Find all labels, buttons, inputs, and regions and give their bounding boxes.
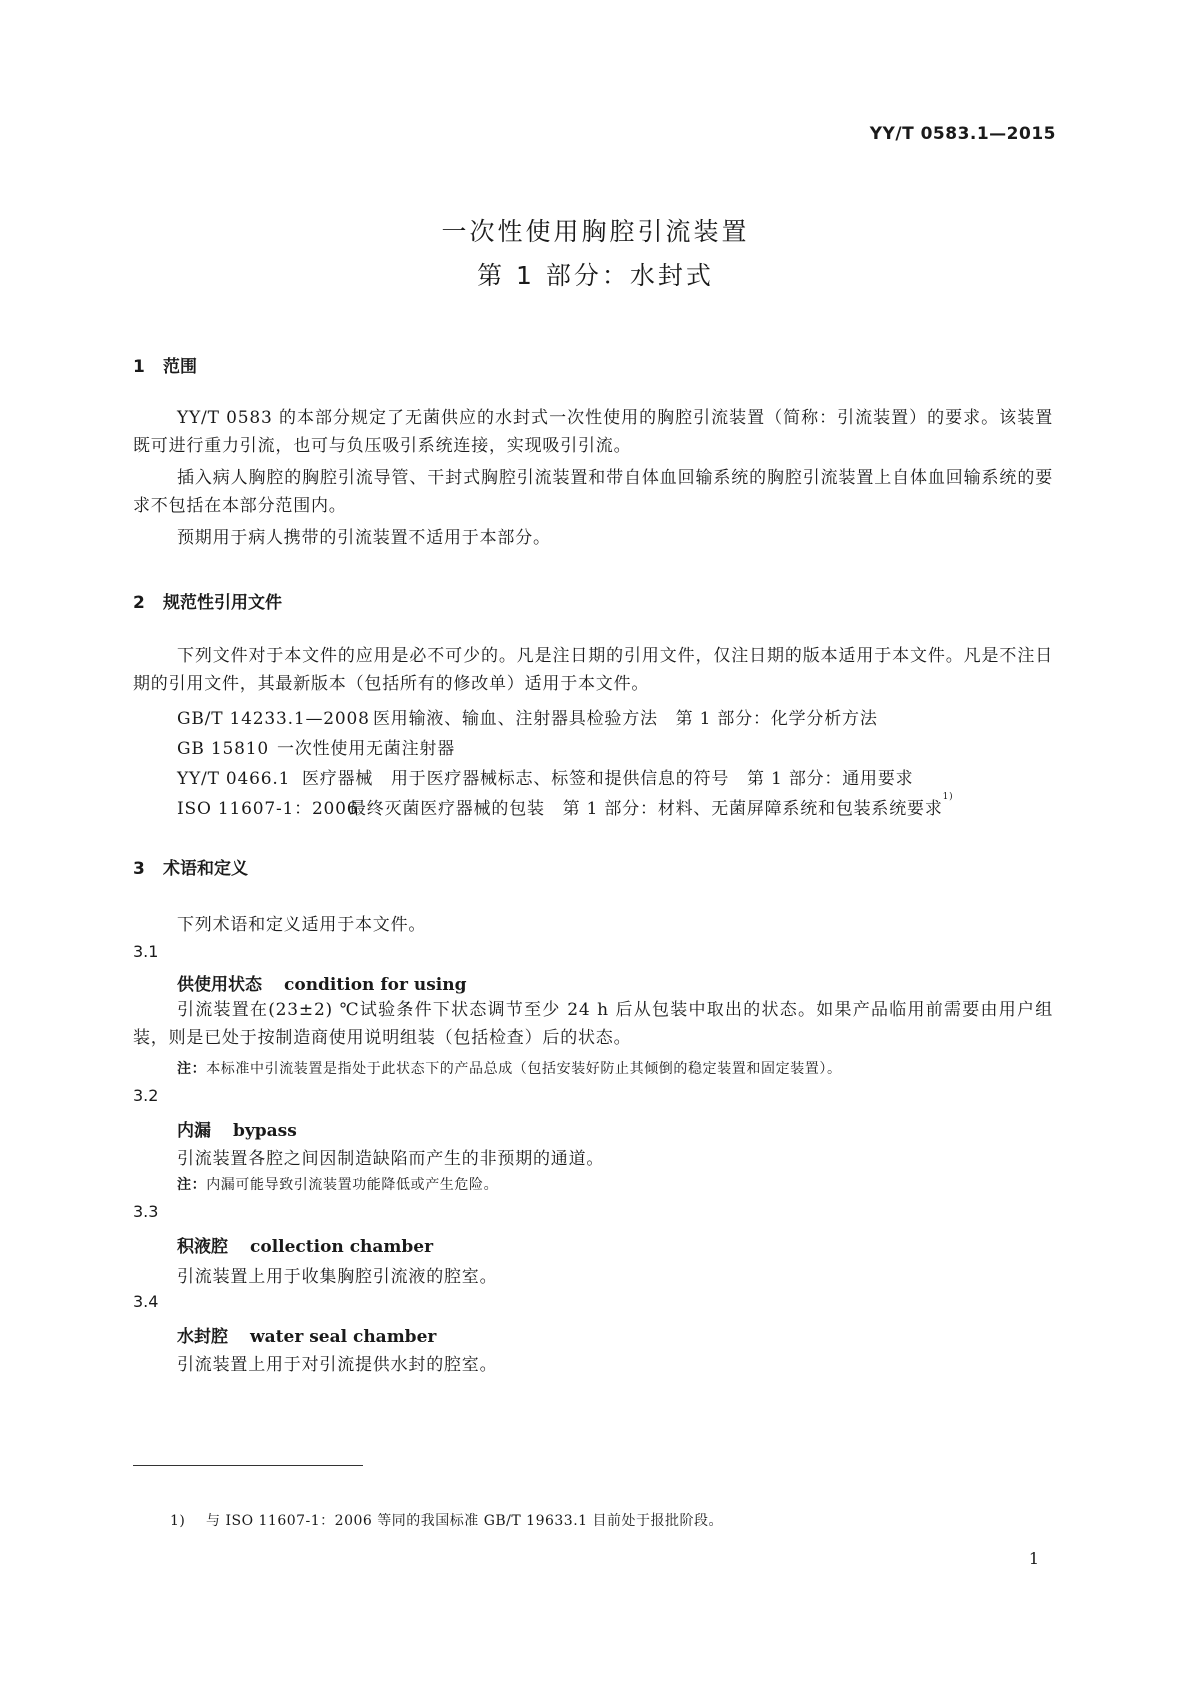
term-zh: 水封腔 <box>177 1327 228 1347</box>
section-number: 2 <box>133 593 145 613</box>
paragraph: 下列术语和定义适用于本文件。 <box>177 915 427 935</box>
note-text: 本标准中引流装置是指处于此状态下的产品总成（包括安装好防止其倾倒的稳定装置和固定装置）。 <box>206 1061 842 1077</box>
section-title: 范围 <box>163 357 197 377</box>
paragraph: YY/T 0583 的本部分规定了无菌供应的水封式一次性使用的胸腔引流装置（简称：引流装置）的要求。该装置既可进行重力引流，也可与负压吸引系统连接，实现吸引引流。 <box>133 408 1053 456</box>
term-note <box>177 1174 498 1194</box>
paragraph: 预期用于病人携带的引流装置不适用于本部分。 <box>177 528 551 548</box>
reference-title: 医用输液、输血、注射器具检验方法 第 1 部分：化学分析方法 <box>373 709 878 729</box>
note-text: 内漏可能导致引流装置功能降低或产生危险。 <box>206 1177 499 1193</box>
section-heading-terms-and-definitions <box>133 854 248 879</box>
term-en: condition for using <box>284 975 467 995</box>
term-entry <box>177 1322 436 1347</box>
reference-title: 医疗器械 用于医疗器械标志、标签和提供信息的符号 第 1 部分：通用要求 <box>302 769 914 789</box>
term-number: 3.3 <box>133 1202 159 1221</box>
note-label: 注： <box>177 1177 207 1193</box>
reference-code: YY/T 0466.1 <box>177 769 291 789</box>
footnote-divider <box>133 1465 363 1466</box>
term-number: 3.2 <box>133 1086 159 1105</box>
footnote-mark: 1) <box>170 1513 186 1529</box>
term-en: water seal chamber <box>250 1327 437 1347</box>
footnote <box>170 1510 723 1530</box>
term-number: 3.4 <box>133 1292 159 1311</box>
section-number: 1 <box>133 357 145 377</box>
reference-code: GB/T 14233.1—2008 <box>177 709 370 729</box>
term-entry <box>177 1116 297 1141</box>
term-definition: 引流装置上用于对引流提供水封的腔室。 <box>177 1355 498 1375</box>
reference-code: ISO 11607-1：2006 <box>177 799 359 819</box>
term-number: 3.1 <box>133 942 159 961</box>
reference-code: GB 15810 <box>177 739 269 759</box>
document-subtitle: 第 1 部分：水封式 <box>477 261 714 290</box>
term-definition: 引流装置上用于收集胸腔引流液的腔室。 <box>177 1267 498 1287</box>
term-zh: 积液腔 <box>177 1237 228 1257</box>
term-definition: 引流装置在(23±2) ℃试验条件下状态调节至少 24 h 后从包装中取出的状态。如果产品临用前需要由用户组装，则是已处于按制造商使用说明组装（包括检查）后的状态。 <box>133 1000 1053 1048</box>
paragraph: 下列文件对于本文件的应用是必不可少的。凡是注日期的引用文件，仅注日期的版本适用于本文件。凡是不注日期的引用文件，其最新版本（包括所有的修改单）适用于本文件。 <box>133 646 1053 694</box>
section-heading-scope <box>133 352 197 377</box>
paragraph: 插入病人胸腔的胸腔引流导管、干封式胸腔引流装置和带自体血回输系统的胸腔引流装置上自体血回输系统的要求不包括在本部分范围内。 <box>133 468 1053 516</box>
reference-title: 一次性使用无菌注射器 <box>277 739 455 759</box>
term-en: bypass <box>233 1121 297 1141</box>
reference-item <box>177 734 455 759</box>
note-label: 注： <box>177 1061 207 1077</box>
reference-item <box>177 704 878 729</box>
section-title: 术语和定义 <box>163 859 248 879</box>
term-zh: 内漏 <box>177 1121 211 1141</box>
reference-item <box>177 794 953 819</box>
term-en: collection chamber <box>250 1237 434 1257</box>
reference-item <box>177 764 913 789</box>
section-title: 规范性引用文件 <box>163 593 282 613</box>
term-definition: 引流装置各腔之间因制造缺陷而产生的非预期的通道。 <box>177 1149 605 1169</box>
page-number: 1 <box>1028 1549 1039 1568</box>
term-entry <box>177 1232 433 1257</box>
footnote-text: 与 ISO 11607-1：2006 等同的我国标准 GB/T 19633.1 目前处于报批阶段。 <box>206 1513 724 1529</box>
section-heading-normative-references <box>133 588 282 613</box>
standard-number: YY/T 0583.1—2015 <box>869 124 1056 144</box>
document-title: 一次性使用胸腔引流装置 <box>441 217 750 246</box>
term-zh: 供使用状态 <box>177 975 262 995</box>
term-entry <box>177 970 466 995</box>
footnote-marker: 1) <box>942 792 954 802</box>
term-note <box>177 1058 842 1078</box>
reference-title: 最终灭菌医疗器械的包装 第 1 部分：材料、无菌屏障系统和包装系统要求 <box>349 799 943 819</box>
section-number: 3 <box>133 859 145 879</box>
